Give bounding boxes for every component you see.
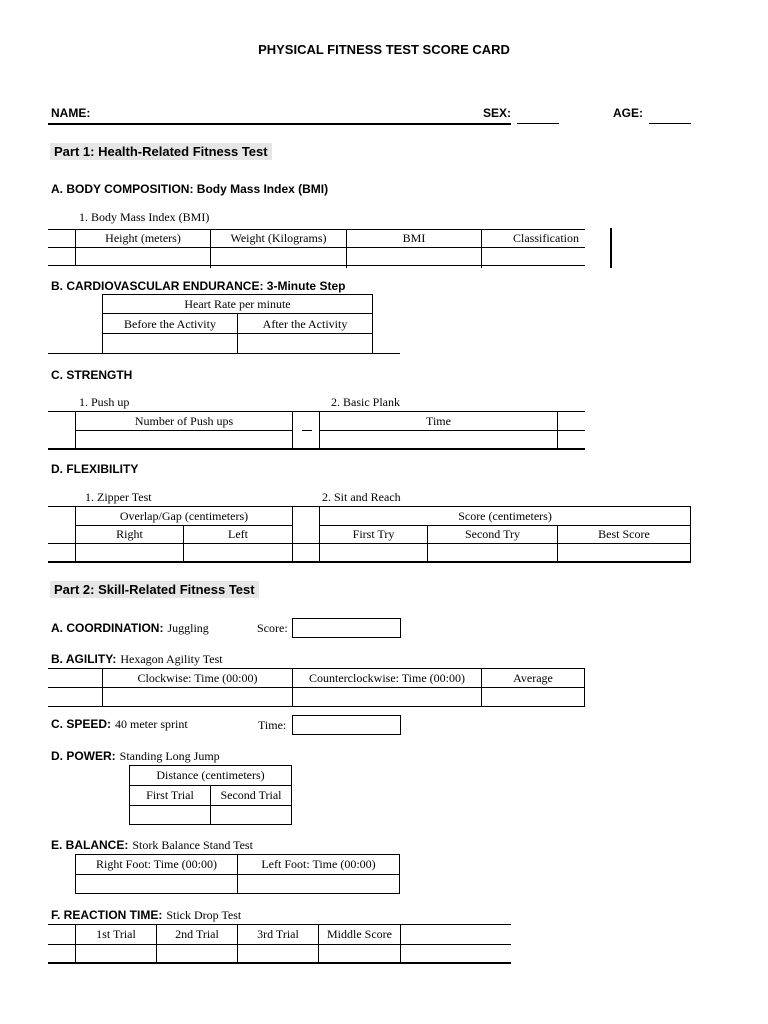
coordination-label: A. COORDINATION: [51, 621, 164, 635]
heart-rate-group: Heart Rate per minute [184, 297, 291, 311]
speed-time-box[interactable] [292, 715, 401, 735]
col-first-trial: First Trial [146, 788, 194, 802]
col-middle-score: Middle Score [327, 927, 392, 941]
col-bmi: BMI [402, 231, 426, 245]
section-body-composition: A. BODY COMPOSITION: Body Mass Index (BMI) [51, 182, 329, 196]
col-pushups: Number of Push ups [134, 414, 234, 428]
score-group: Score (centimeters) [458, 509, 552, 523]
col-1st-trial: 1st Trial [96, 927, 136, 941]
sex-field[interactable] [517, 123, 559, 124]
section-coordination [51, 619, 209, 637]
plank-subheading: 2. Basic Plank [331, 395, 400, 409]
col-right: Right [116, 527, 143, 541]
col-right-foot: Right Foot: Time (00:00) [95, 857, 218, 871]
col-first-try: First Try [352, 527, 395, 541]
name-field[interactable] [48, 123, 511, 125]
col-2nd-trial: 2nd Trial [175, 927, 219, 941]
col-plank-time: Time [426, 414, 451, 428]
col-counterclockwise: Counterclockwise: Time (00:00) [309, 671, 465, 685]
name-label: NAME: [51, 106, 91, 120]
section-balance [51, 836, 253, 854]
page-title: PHYSICAL FITNESS TEST SCORE CARD [258, 42, 510, 57]
col-left-foot: Left Foot: Time (00:00) [261, 857, 376, 871]
speed-label: C. SPEED: [51, 717, 112, 731]
power-label: D. POWER: [51, 749, 116, 763]
reaction-label: F. REACTION TIME: [51, 908, 163, 922]
col-second-try: Second Try [464, 527, 520, 541]
col-height: Height (meters) [105, 231, 181, 245]
col-average: Average [513, 671, 553, 685]
section-flexibility: D. FLEXIBILITY [51, 462, 139, 476]
section-speed [51, 715, 188, 733]
col-classification: Classification [513, 231, 579, 245]
distance-group: Distance (centimeters) [156, 768, 265, 782]
agility-label: B. AGILITY: [51, 652, 117, 666]
balance-label: E. BALANCE: [51, 838, 129, 852]
time-label: Time: [258, 718, 287, 732]
speed-test: 40 meter sprint [115, 717, 188, 731]
sex-label: SEX: [483, 106, 512, 120]
balance-test: Stork Balance Stand Test [132, 838, 253, 852]
col-3rd-trial: 3rd Trial [257, 927, 299, 941]
overlap-group: Overlap/Gap (centimeters) [119, 509, 249, 523]
score-label: Score: [257, 621, 288, 635]
agility-test: Hexagon Agility Test [120, 652, 223, 666]
coordination-test: Juggling [167, 621, 209, 635]
col-clockwise: Clockwise: Time (00:00) [137, 671, 258, 685]
col-before: Before the Activity [124, 317, 216, 331]
section-agility [51, 650, 223, 668]
age-label: AGE: [613, 106, 643, 120]
col-second-trial: Second Trial [220, 788, 282, 802]
section-reaction-time [51, 906, 241, 924]
col-after: After the Activity [262, 317, 348, 331]
col-best-score: Best Score [598, 527, 650, 541]
zipper-subheading: 1. Zipper Test [85, 490, 152, 504]
col-weight: Weight (Kilograms) [230, 231, 327, 245]
reaction-test: Stick Drop Test [166, 908, 242, 922]
section-power [51, 747, 220, 765]
sit-reach-subheading: 2. Sit and Reach [322, 490, 401, 504]
pushup-subheading: 1. Push up [79, 395, 130, 409]
bmi-subheading: 1. Body Mass Index (BMI) [79, 210, 210, 224]
power-test: Standing Long Jump [119, 749, 220, 763]
section-cardio: B. CARDIOVASCULAR ENDURANCE: 3-Minute Step [51, 279, 346, 293]
part2-heading: Part 2: Skill-Related Fitness Test [50, 581, 259, 598]
col-left: Left [228, 527, 248, 541]
part1-heading: Part 1: Health-Related Fitness Test [50, 143, 272, 160]
age-field[interactable] [649, 123, 691, 124]
section-strength: C. STRENGTH [51, 368, 133, 382]
coordination-score-box[interactable] [292, 618, 401, 638]
